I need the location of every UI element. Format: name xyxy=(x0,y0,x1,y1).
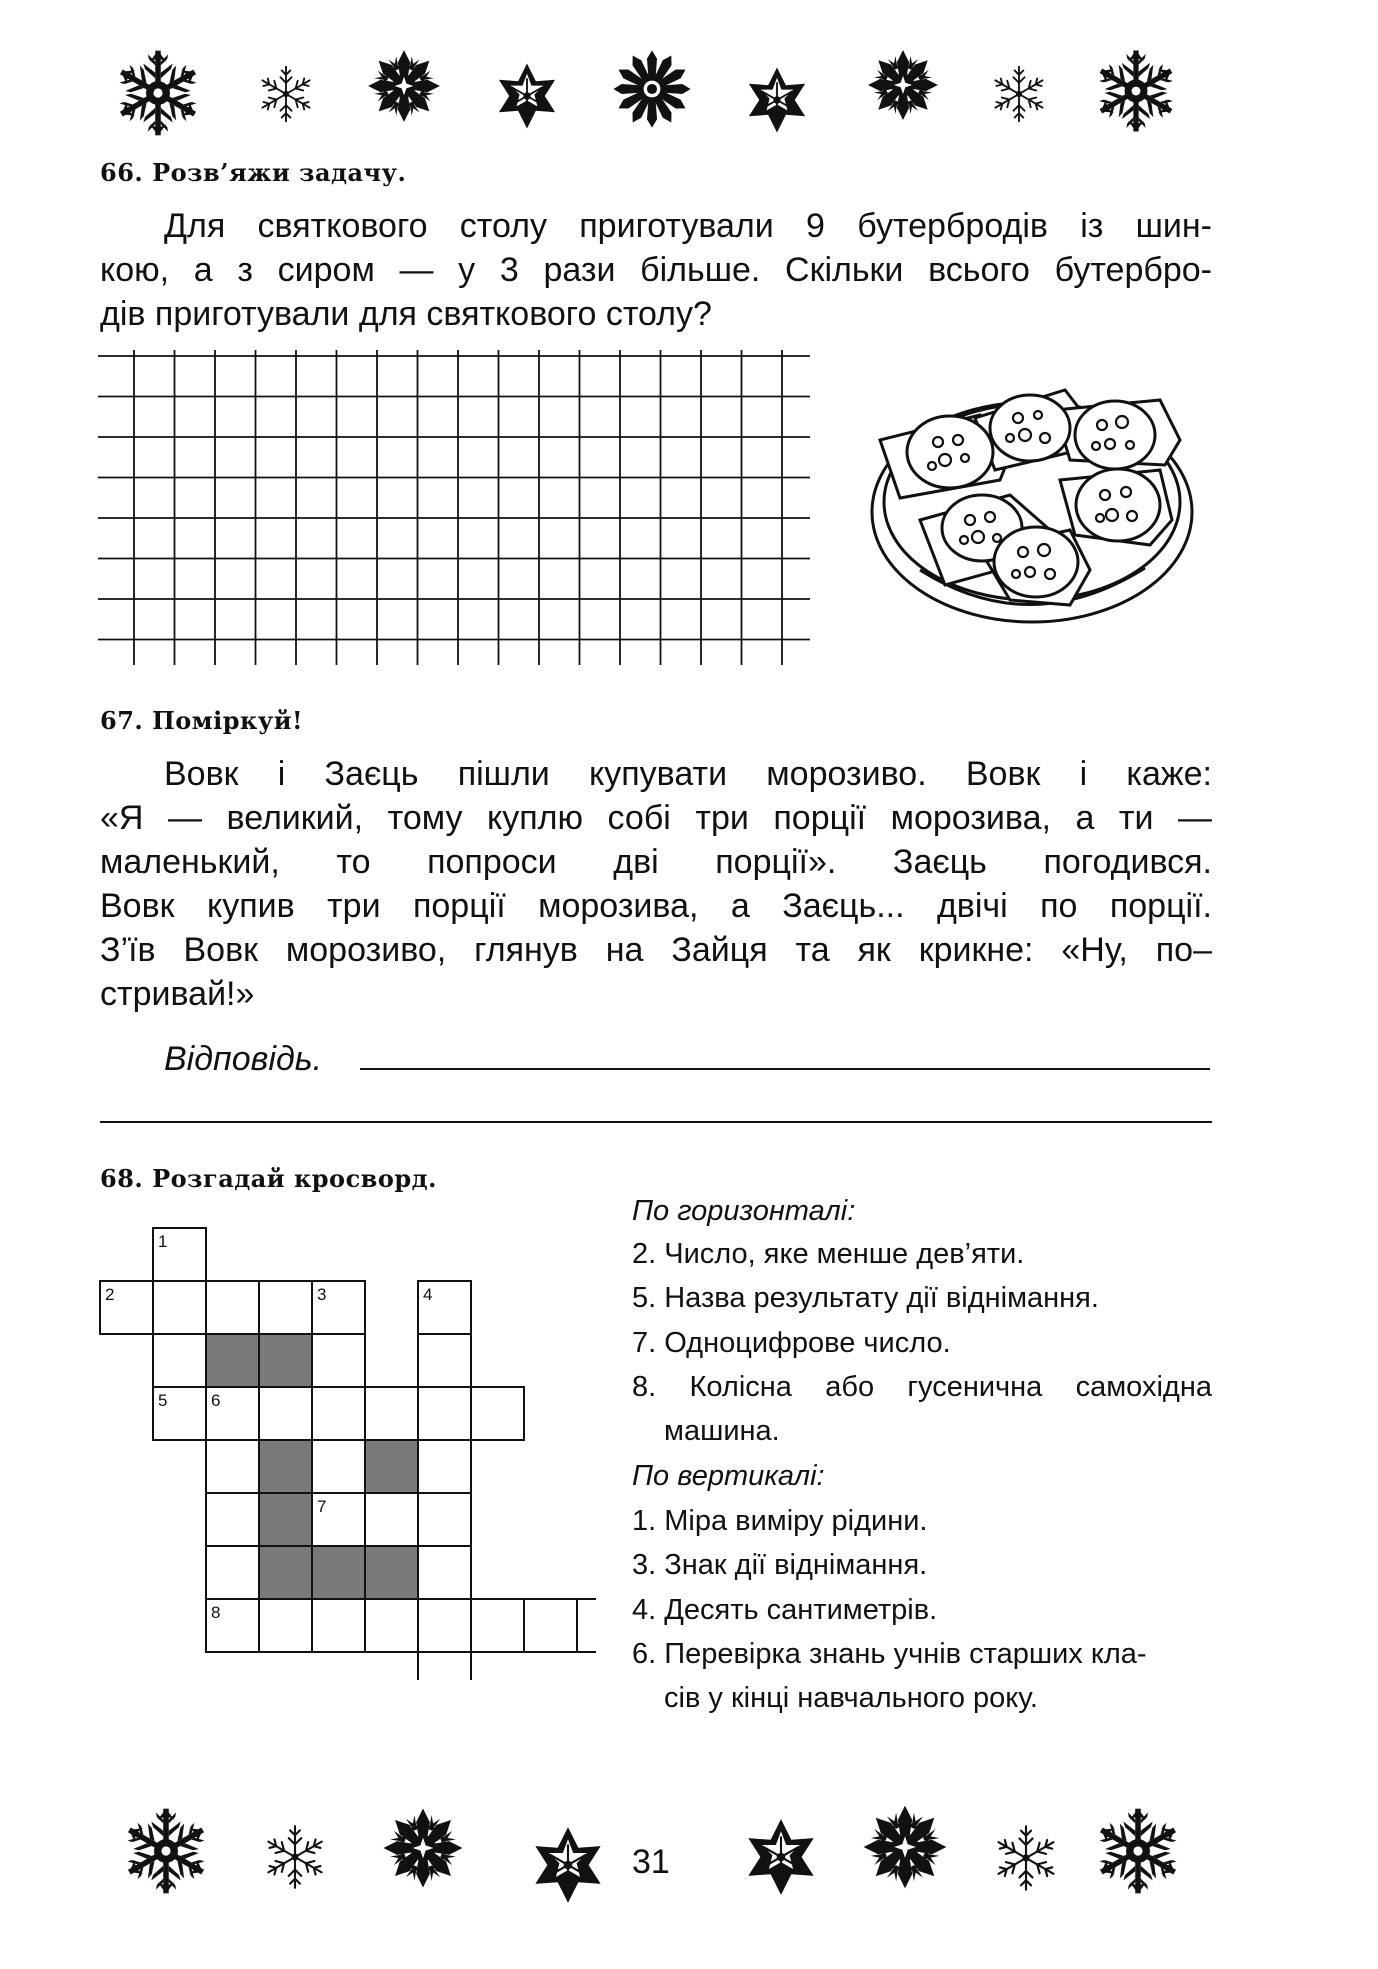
crossword-cell[interactable] xyxy=(365,1493,418,1546)
crossword-cell[interactable] xyxy=(418,1387,471,1440)
task67-line: стривай!» xyxy=(100,975,255,1013)
shaded-cell xyxy=(365,1546,418,1599)
page-number: 31 xyxy=(632,1843,670,1881)
crossword-cell[interactable] xyxy=(418,1493,471,1546)
down-title: По вертикалі: xyxy=(632,1460,825,1492)
snowflake-icon xyxy=(499,63,555,128)
crossword-cell[interactable] xyxy=(524,1599,577,1652)
crossword-cell[interactable] xyxy=(153,1281,206,1334)
task66-heading: 66. Розв’яжи задачу. xyxy=(100,158,407,187)
snowflake-icon xyxy=(613,50,690,127)
crossword-cell[interactable] xyxy=(418,1546,471,1599)
cell-number: 1 xyxy=(158,1232,168,1251)
shaded-cell xyxy=(259,1493,312,1546)
clue-down: 1. Міра виміру рідини. xyxy=(632,1505,928,1537)
crossword-cell[interactable] xyxy=(312,1334,365,1387)
cell-number: 5 xyxy=(158,1391,168,1410)
snowflake-icon xyxy=(368,50,441,123)
crossword-cell[interactable] xyxy=(471,1599,524,1652)
shaded-cell xyxy=(206,1334,259,1387)
crossword-cell[interactable] xyxy=(418,1440,471,1493)
crossword-cell[interactable] xyxy=(259,1387,312,1440)
crossword-cell[interactable] xyxy=(206,1493,259,1546)
snowflake-icon xyxy=(863,1805,947,1889)
snowflake-row-top xyxy=(100,45,1220,145)
crossword-cell[interactable] xyxy=(259,1281,312,1334)
clue-down: 3. Знак дії віднімання. xyxy=(632,1549,928,1581)
crossword-cell[interactable] xyxy=(418,1334,471,1387)
task66-line: Для святкового столу приготували 9 бутербродів із шин- xyxy=(164,207,1212,245)
crossword-cell[interactable] xyxy=(206,1546,259,1599)
snowflake-icon xyxy=(122,1809,210,1894)
snowflake-icon xyxy=(535,1827,600,1903)
snowflake-icon xyxy=(749,67,805,132)
cell-number: 6 xyxy=(211,1391,221,1410)
crossword-grid[interactable] xyxy=(96,1220,596,1680)
cell-number: 2 xyxy=(105,1285,115,1304)
task67-text xyxy=(100,752,1212,1016)
snowflake-icon xyxy=(114,51,202,136)
snowflake-icon xyxy=(995,1826,1056,1889)
snowflake-icon xyxy=(993,67,1046,122)
cell-number: 8 xyxy=(211,1603,221,1622)
cell-number: 4 xyxy=(423,1285,433,1304)
answer-label: Відповідь. xyxy=(164,1040,323,1078)
crossword-cell[interactable] xyxy=(312,1599,365,1652)
task67-line: Вовк і Заєць пішли купувати морозиво. Вовк і каже: xyxy=(164,755,1212,793)
task66-line: дів приготували для святкового столу? xyxy=(100,295,712,333)
clue-down: 4. Десять сантиметрів. xyxy=(632,1594,938,1626)
crossword-cell[interactable] xyxy=(365,1387,418,1440)
sandwich-plate-icon xyxy=(860,370,1205,635)
snowflake-icon xyxy=(1094,51,1178,132)
clue-down: 6. Перевірка знань учнів старших кла- xyxy=(632,1638,1147,1670)
clue-down: сів у кінці навчального року. xyxy=(664,1682,1038,1714)
shaded-cell xyxy=(259,1546,312,1599)
task67-line: маленький, то попроси дві порції». Заєць погодився. xyxy=(100,843,1212,881)
task68-heading: 68. Розгадай кросворд. xyxy=(100,1164,437,1193)
crossword-cell[interactable] xyxy=(312,1387,365,1440)
crossword-cell[interactable] xyxy=(206,1440,259,1493)
snowflake-icon xyxy=(260,67,313,122)
clue-across: 2. Число, яке менше дев’яти. xyxy=(632,1238,1025,1270)
crossword-cell[interactable] xyxy=(153,1334,206,1387)
crossword-cell[interactable] xyxy=(418,1652,471,1680)
crossword-cell[interactable] xyxy=(312,1440,365,1493)
task67-line: «Я — великий, тому куплю собі три порції морозива, а ти — xyxy=(100,799,1212,837)
solution-grid xyxy=(98,350,810,665)
clue-across: 8. Колісна або гусенична самохідна xyxy=(632,1371,1212,1403)
task66-line: кою, а з сиром — у 3 рази більше. Скільки всього бутербро- xyxy=(100,251,1212,289)
shaded-cell xyxy=(259,1334,312,1387)
snowflake-icon xyxy=(265,1826,325,1888)
answer-line-1[interactable] xyxy=(360,1068,1210,1070)
snowflake-icon xyxy=(383,1808,463,1888)
task67-line: З’їв Вовк морозиво, глянув на Зайця та як крикне: «Ну, по– xyxy=(100,931,1212,969)
shaded-cell xyxy=(312,1546,365,1599)
task67-heading: 67. Поміркуй! xyxy=(100,706,304,735)
clue-across: 7. Одноцифрове число. xyxy=(632,1327,951,1359)
cell-number: 7 xyxy=(317,1497,327,1516)
cell-number: 3 xyxy=(317,1285,327,1304)
shaded-cell xyxy=(365,1440,418,1493)
crossword-cell[interactable] xyxy=(206,1281,259,1334)
crossword-cell[interactable] xyxy=(577,1599,596,1652)
across-title: По горизонталі: xyxy=(632,1195,856,1227)
snowflake-icon xyxy=(748,1819,813,1895)
shaded-cell xyxy=(259,1440,312,1493)
crossword-cell[interactable] xyxy=(471,1387,524,1440)
crossword-cell[interactable] xyxy=(418,1599,471,1652)
task66-text xyxy=(100,204,1212,336)
snowflake-icon xyxy=(868,50,939,121)
crossword-cell[interactable] xyxy=(259,1599,312,1652)
answer-line-2[interactable] xyxy=(100,1121,1212,1123)
snowflake-icon xyxy=(1094,1809,1182,1894)
clue-across: 5. Назва результату дії віднімання. xyxy=(632,1282,1099,1314)
clue-across: машина. xyxy=(664,1415,780,1447)
crossword-cell[interactable] xyxy=(365,1599,418,1652)
task67-line: Вовк купив три порції морозива, а Заєць... двічі по порції. xyxy=(100,887,1212,925)
